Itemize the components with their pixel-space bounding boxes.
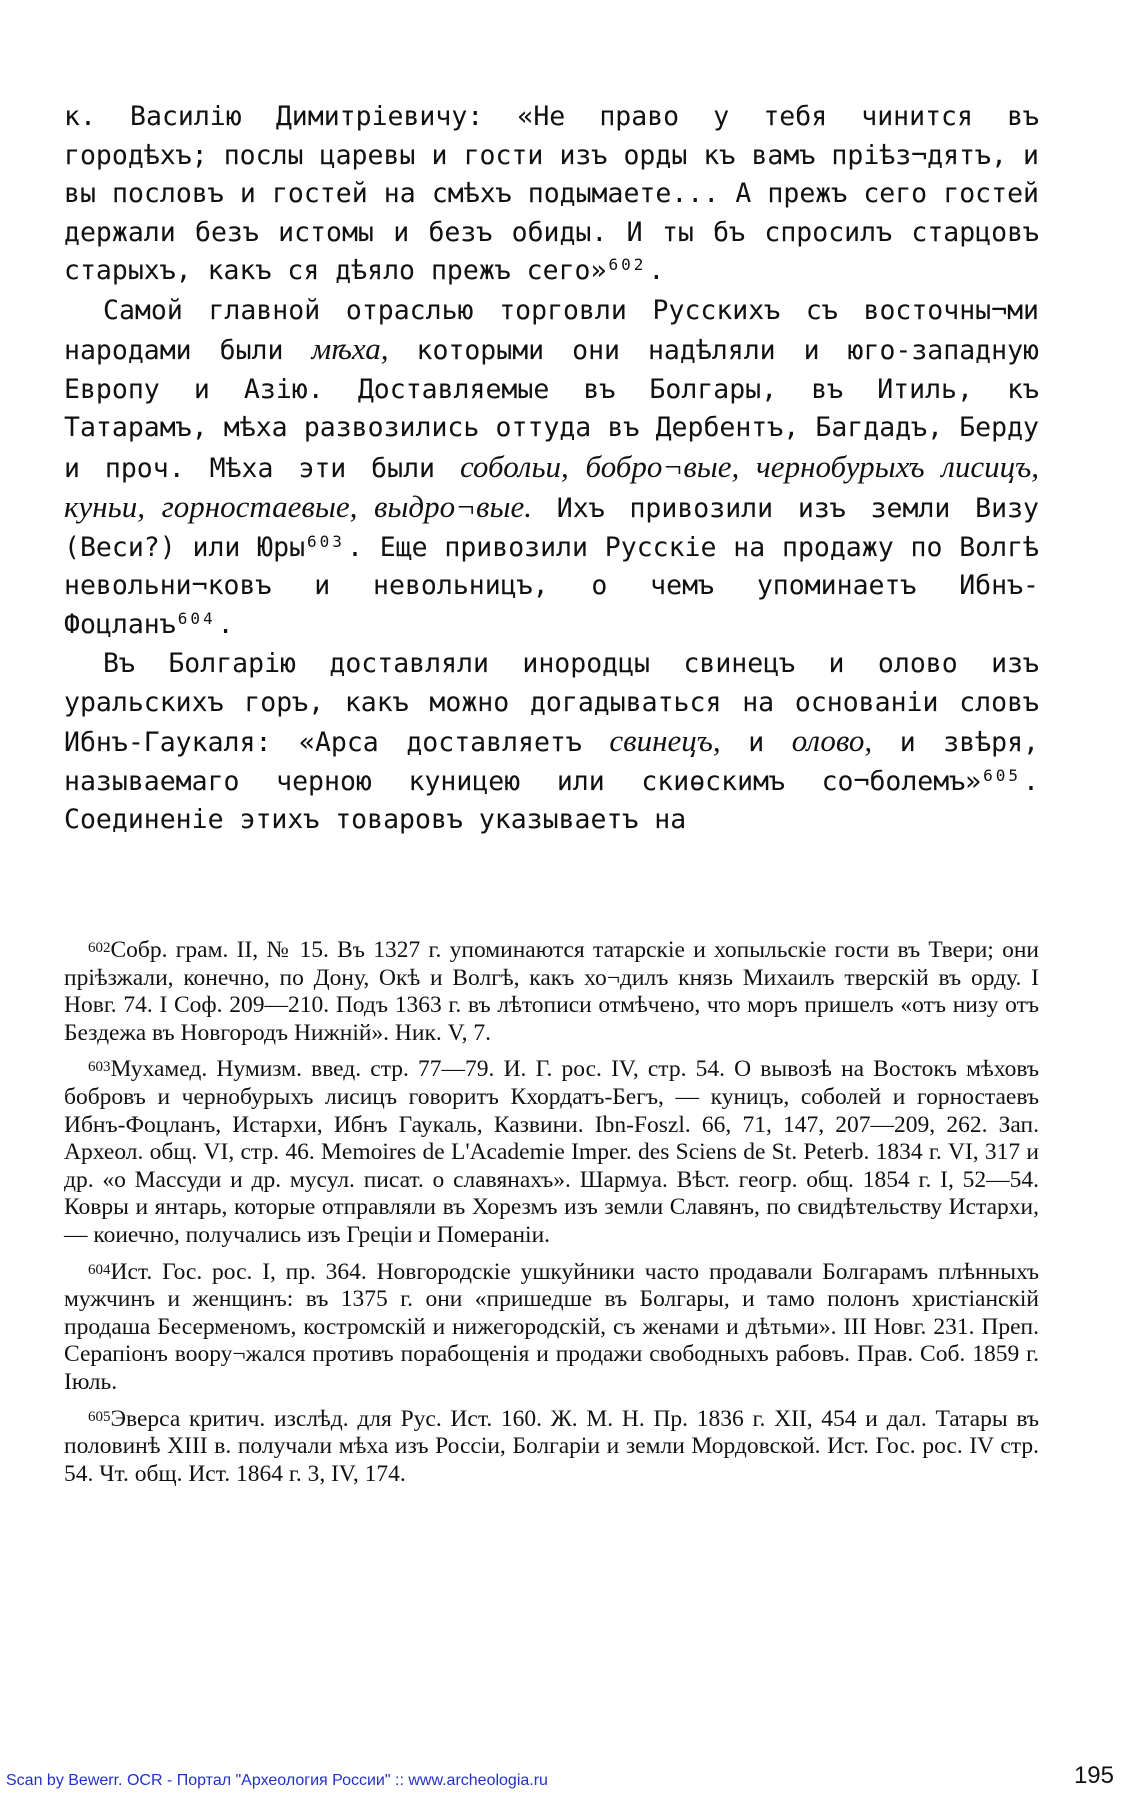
footnote-605 (64, 1406, 1039, 1489)
paragraph-text: и (720, 727, 792, 758)
footnote-603 (64, 1056, 1039, 1249)
paragraph-text: и звѣря, называемаго черною куницею или скиѳскимъ со¬болемъ» (64, 727, 1039, 797)
footnote-604 (64, 1259, 1039, 1397)
paragraph-text: Ихъ привозили изъ земли Визу (Веси?) или Юры (64, 493, 1039, 563)
footnote-ref-605[interactable]: 605 (983, 765, 1022, 785)
paragraph-text: . Соединеніе этихъ товаровъ указываетъ на (64, 765, 1039, 835)
paragraph-1 (64, 98, 1039, 291)
paragraph-2 (64, 292, 1039, 645)
footnotes (64, 937, 1039, 1497)
footnote-ref-603[interactable]: 603 (307, 531, 345, 551)
scan-credit-link[interactable]: Scan by Bewerr. OCR - Портал "Археология России" :: www.archeologia.ru (6, 1772, 548, 1789)
footnote-text: Мухамед. Нумизм. введ. стр. 77—79. И. Г. рос. IV, стр. 54. О вывозѣ на Востокъ мѣховъ бобровъ и чернобурыхъ лисицъ говоритъ Кхордатъ-Бегъ, — куницъ, соболей и горностаевъ Ибнъ-Фоцланъ, Истархи, Ибнъ Гаукаль, Казвини. Ibn-Foszl. 66, 71, 147, 207—209, 262. Зап. Археол. общ. VI, стр. 46. Memoires de L'Academie Imper. des Sciens de St. Peterb. 1834 г. VI, 317 и др. «о Массуди и др. мусул. писат. о славянахъ». Шармуа. Вѣст. геогр. общ. 1854 г. I, 52—54. Ковры и янтарь, которые отправляли въ Хорезмъ изъ земли Славянъ, по свидѣтельству Истархи, — коиечно, получались изъ Греціи и Помераніи. (64, 1056, 1039, 1248)
paragraph-end: . (648, 255, 665, 286)
footnote-text: Ист. Гос. рос. I, пр. 364. Новгородскіе ушкуйники часто продавали Болгарамъ плѣнныхъ мужчинъ и женщинъ: въ 1375 г. они «пришедше въ Болгары, и тамо полонъ христіанскій продаша Бесерменомъ, костромскій и нижегородскій, съ женами и дѣтьми». III Новг. 231. Преп. Серапіонъ воору¬жался противъ порабощенія и продажи свободныхъ рабовъ. Прав. Соб. 1859 г. Іюль. (64, 1258, 1039, 1395)
paragraph-3 (64, 645, 1039, 840)
footnote-602 (64, 937, 1039, 1047)
footnote-text: Эверса критич. изслѣд. для Рус. Ист. 160. Ж. М. Н. Пр. 1836 г. XII, 454 и дал. Татары въ половинѣ XIII в. получали мѣха изъ Россіи, Болгаріи и земли Мордовской. Ист. Гос. рос. IV стр. 54. Чт. общ. Ист. 1864 г. 3, IV, 174. (64, 1405, 1039, 1487)
italic-term-list: собольи, бобро¬вые, чернобурыхъ лисицъ, куньи, горностаевые, выдро¬вые. (64, 448, 1039, 524)
footnote-number: 605 (88, 1408, 111, 1425)
main-text (64, 98, 1039, 840)
paragraph-text: Самой главной отраслью торговли Русскихъ съ восточны¬ми народами были (64, 294, 1039, 366)
italic-term: мѣха, (311, 331, 389, 366)
footnote-ref-604[interactable]: 604 (177, 608, 216, 628)
page-number: 195 (1073, 1762, 1114, 1789)
paragraph-text: Въ Болгарію доставляли инородцы свинецъ и олово изъ уральскихъ горъ, какъ можно догадываться на основаніи словъ Ибнъ-Гаукаля: «Арса доставляетъ (64, 648, 1039, 758)
italic-term: олово, (791, 723, 873, 758)
footnote-ref-602[interactable]: 602 (608, 255, 647, 274)
paragraph-text: . Еще привозили Русскіе на продажу по Волгѣ невольни¬ковъ и невольницъ, о чемъ упоминаетъ Ибнъ-Фоцланъ (64, 531, 1039, 640)
italic-term: свинецъ, (609, 723, 721, 758)
paragraph-text: к. Василію Димитріевичу: «Не право у тебя чинится въ городѣхъ; послы царевы и гости изъ орды къ вамъ пріѣз¬дятъ, и вы пословъ и гостей на смѣхъ подымаете... А прежъ сего гостей держали безъ истомы и безъ обиды. И ты бъ спросилъ старцовъ старыхъ, какъ ся дѣяло прежъ сего» (64, 101, 1039, 286)
footnote-text: Собр. грам. II, № 15. Въ 1327 г. упоминаются татарскіе и хопыльскіе гости въ Твери; они пріѣзжали, конечно, по Дону, Окѣ и Волгѣ, какъ хо¬дилъ князь Михаилъ тверскій въ орду. I Новг. 74. I Соф. 209—210. Подъ 1363 г. въ лѣтописи отмѣчено, что моръ пришелъ «отъ низу отъ Бездежа въ Новгородъ Нижній». Ник. V, 7. (64, 937, 1039, 1046)
paragraph-text: которыми они надѣляли и юго-западную Европу и Азію. Доставляемые въ Болгары, въ Итиль, къ Татарамъ, мѣха развозились оттуда въ Дербентъ, Багдадъ, Берду и проч. Мѣха эти были (64, 335, 1039, 484)
footnote-number: 603 (88, 1059, 111, 1076)
paragraph-end: . (217, 608, 234, 640)
footnote-number: 604 (88, 1261, 111, 1278)
footnote-number: 602 (88, 940, 111, 956)
